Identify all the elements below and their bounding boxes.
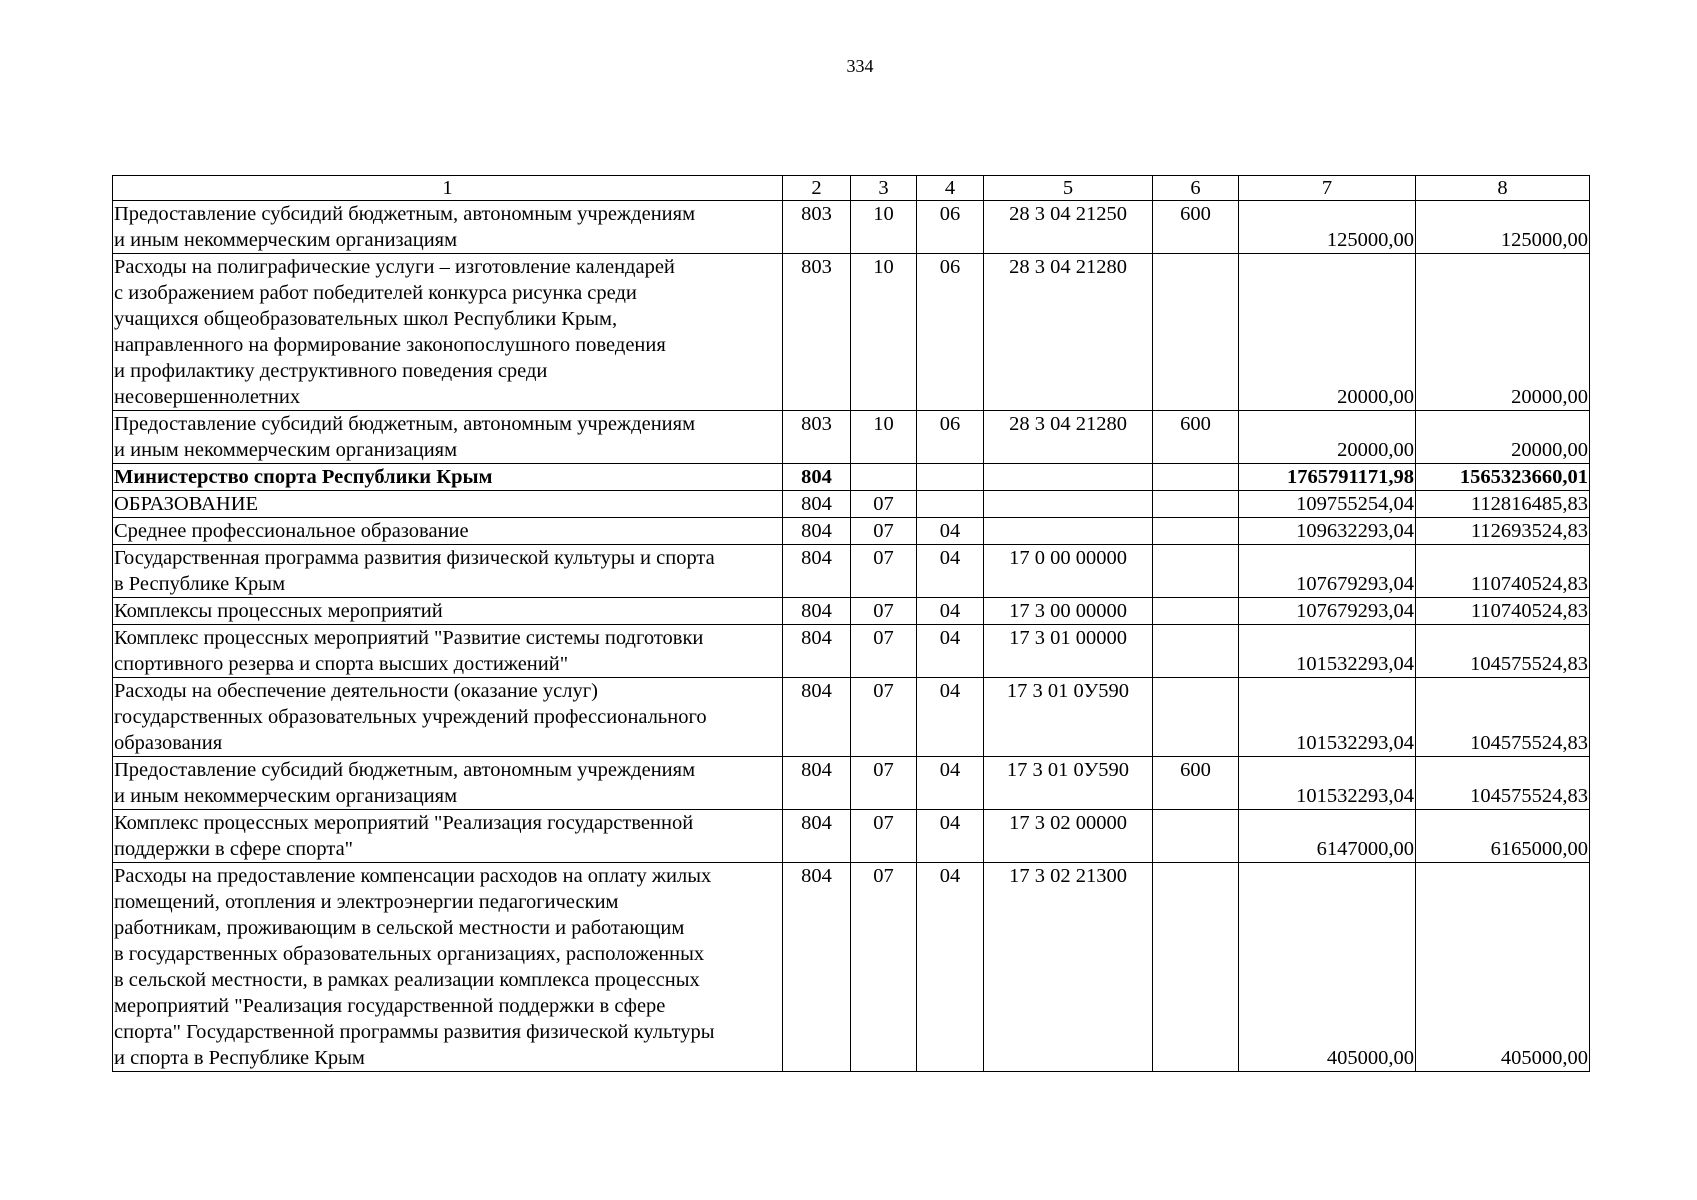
row-expense-type-cell: 600: [1153, 201, 1239, 254]
row-expense-type-cell: [1153, 254, 1239, 411]
row-code-cell: 804: [783, 545, 851, 598]
row-expense-type-cell: 600: [1153, 411, 1239, 464]
page-number: 334: [846, 56, 874, 76]
row-name-cell: Предоставление субсидий бюджетным, автономным учреждениям и иным некоммерческим организациям: [113, 201, 783, 254]
row-value-8-cell: 1565323660,01: [1416, 464, 1590, 491]
row-section-cell: 07: [851, 810, 917, 863]
row-value-8-cell: 112816485,83: [1416, 491, 1590, 518]
table-row: [113, 464, 1590, 491]
row-target-cell: [984, 491, 1153, 518]
row-subsection-cell: 06: [917, 411, 984, 464]
row-name-cell: Комплекс процессных мероприятий "Реализация государственной поддержки в сфере спорта": [113, 810, 783, 863]
row-value-8-cell: 6165000,00: [1416, 810, 1590, 863]
row-section-cell: 07: [851, 678, 917, 757]
table-row: [113, 625, 1590, 678]
row-expense-type-cell: [1153, 598, 1239, 625]
row-section-cell: 10: [851, 254, 917, 411]
row-name-cell: Предоставление субсидий бюджетным, автономным учреждениям и иным некоммерческим организациям: [113, 411, 783, 464]
row-value-7-cell: 101532293,04: [1239, 757, 1416, 810]
row-value-7-cell: 405000,00: [1239, 863, 1416, 1072]
row-name-cell: Расходы на полиграфические услуги – изготовление календарей с изображением работ победителей конкурса рисунка среди учащихся общеобразовательных школ Республики Крым, направленного на формирование законопослушного поведения и профилактику деструктивного поведения среди несовершеннолетних: [113, 254, 783, 411]
row-code-cell: 804: [783, 810, 851, 863]
table-row: [113, 757, 1590, 810]
row-code-cell: 804: [783, 863, 851, 1072]
row-value-8-cell: 104575524,83: [1416, 625, 1590, 678]
row-expense-type-cell: [1153, 810, 1239, 863]
row-code-cell: 803: [783, 254, 851, 411]
table-row: [113, 201, 1590, 254]
row-name-cell: Государственная программа развития физической культуры и спорта в Республике Крым: [113, 545, 783, 598]
row-section-cell: 07: [851, 491, 917, 518]
row-target-cell: [984, 518, 1153, 545]
row-subsection-cell: 04: [917, 863, 984, 1072]
row-code-cell: 803: [783, 201, 851, 254]
row-expense-type-cell: 600: [1153, 757, 1239, 810]
row-value-7-cell: 20000,00: [1239, 254, 1416, 411]
row-expense-type-cell: [1153, 545, 1239, 598]
row-subsection-cell: 06: [917, 201, 984, 254]
header-cell: 8: [1416, 176, 1590, 201]
row-section-cell: 10: [851, 411, 917, 464]
table-row: [113, 411, 1590, 464]
row-code-cell: 804: [783, 625, 851, 678]
row-section-cell: 07: [851, 625, 917, 678]
row-code-cell: 803: [783, 411, 851, 464]
row-value-8-cell: 112693524,83: [1416, 518, 1590, 545]
row-subsection-cell: 04: [917, 810, 984, 863]
header-cell: 4: [917, 176, 984, 201]
row-subsection-cell: 04: [917, 598, 984, 625]
row-section-cell: 10: [851, 201, 917, 254]
row-value-7-cell: 20000,00: [1239, 411, 1416, 464]
row-target-cell: [984, 464, 1153, 491]
row-value-7-cell: 109755254,04: [1239, 491, 1416, 518]
header-cell: 5: [984, 176, 1153, 201]
row-expense-type-cell: [1153, 518, 1239, 545]
row-value-7-cell: 107679293,04: [1239, 598, 1416, 625]
row-subsection-cell: 06: [917, 254, 984, 411]
row-value-8-cell: 104575524,83: [1416, 757, 1590, 810]
row-name-cell: Комплексы процессных мероприятий: [113, 598, 783, 625]
table-row: [113, 545, 1590, 598]
row-value-7-cell: 125000,00: [1239, 201, 1416, 254]
row-subsection-cell: [917, 491, 984, 518]
row-subsection-cell: [917, 464, 984, 491]
row-section-cell: 07: [851, 598, 917, 625]
row-subsection-cell: 04: [917, 757, 984, 810]
table-row: [113, 518, 1590, 545]
row-expense-type-cell: [1153, 464, 1239, 491]
row-section-cell: 07: [851, 545, 917, 598]
row-name-cell: Расходы на обеспечение деятельности (оказание услуг) государственных образовательных учреждений профессионального образования: [113, 678, 783, 757]
row-value-8-cell: 110740524,83: [1416, 545, 1590, 598]
row-code-cell: 804: [783, 757, 851, 810]
table-row: [113, 863, 1590, 1072]
row-section-cell: [851, 464, 917, 491]
row-value-7-cell: 109632293,04: [1239, 518, 1416, 545]
row-code-cell: 804: [783, 518, 851, 545]
row-value-7-cell: 1765791171,98: [1239, 464, 1416, 491]
row-target-cell: 17 3 02 00000: [984, 810, 1153, 863]
row-target-cell: 17 3 01 00000: [984, 625, 1153, 678]
row-value-7-cell: 6147000,00: [1239, 810, 1416, 863]
row-subsection-cell: 04: [917, 678, 984, 757]
row-name-cell: Министерство спорта Республики Крым: [113, 464, 783, 491]
row-value-8-cell: 405000,00: [1416, 863, 1590, 1072]
header-row: [113, 176, 1590, 201]
table-row: [113, 678, 1590, 757]
row-subsection-cell: 04: [917, 545, 984, 598]
row-value-7-cell: 107679293,04: [1239, 545, 1416, 598]
row-subsection-cell: 04: [917, 518, 984, 545]
budget-table: [112, 175, 1590, 1072]
table-row: [113, 254, 1590, 411]
header-cell: 2: [783, 176, 851, 201]
row-expense-type-cell: [1153, 863, 1239, 1072]
row-value-7-cell: 101532293,04: [1239, 625, 1416, 678]
row-value-8-cell: 110740524,83: [1416, 598, 1590, 625]
row-section-cell: 07: [851, 863, 917, 1072]
row-target-cell: 17 0 00 00000: [984, 545, 1153, 598]
row-name-cell: Среднее профессиональное образование: [113, 518, 783, 545]
table-row: [113, 598, 1590, 625]
row-code-cell: 804: [783, 464, 851, 491]
row-code-cell: 804: [783, 678, 851, 757]
row-expense-type-cell: [1153, 625, 1239, 678]
row-section-cell: 07: [851, 757, 917, 810]
row-name-cell: Расходы на предоставление компенсации расходов на оплату жилых помещений, отопления и электроэнергии педагогическим работникам, проживающим в сельской местности и работающим в государственных образовательных организациях, расположенных в сельской местности, в рамках реализации комплекса процессных мероприятий "Реализация государственной поддержки в сфере спорта" Государственной программы развития физической культуры и спорта в Республике Крым: [113, 863, 783, 1072]
row-target-cell: 17 3 00 00000: [984, 598, 1153, 625]
row-value-8-cell: 20000,00: [1416, 411, 1590, 464]
row-section-cell: 07: [851, 518, 917, 545]
row-target-cell: 17 3 01 0У590: [984, 678, 1153, 757]
header-cell: 7: [1239, 176, 1416, 201]
row-target-cell: 28 3 04 21250: [984, 201, 1153, 254]
row-code-cell: 804: [783, 491, 851, 518]
row-value-8-cell: 104575524,83: [1416, 678, 1590, 757]
table-row: [113, 491, 1590, 518]
row-name-cell: Предоставление субсидий бюджетным, автономным учреждениям и иным некоммерческим организациям: [113, 757, 783, 810]
row-target-cell: 17 3 02 21300: [984, 863, 1153, 1072]
table-row: [113, 810, 1590, 863]
row-value-7-cell: 101532293,04: [1239, 678, 1416, 757]
row-name-cell: Комплекс процессных мероприятий "Развитие системы подготовки спортивного резерва и спорта высших достижений": [113, 625, 783, 678]
row-expense-type-cell: [1153, 678, 1239, 757]
header-cell: 3: [851, 176, 917, 201]
row-name-cell: ОБРАЗОВАНИЕ: [113, 491, 783, 518]
row-target-cell: 28 3 04 21280: [984, 411, 1153, 464]
row-value-8-cell: 20000,00: [1416, 254, 1590, 411]
row-expense-type-cell: [1153, 491, 1239, 518]
row-value-8-cell: 125000,00: [1416, 201, 1590, 254]
header-cell: 1: [113, 176, 783, 201]
row-target-cell: 17 3 01 0У590: [984, 757, 1153, 810]
row-code-cell: 804: [783, 598, 851, 625]
header-cell: 6: [1153, 176, 1239, 201]
row-target-cell: 28 3 04 21280: [984, 254, 1153, 411]
row-subsection-cell: 04: [917, 625, 984, 678]
